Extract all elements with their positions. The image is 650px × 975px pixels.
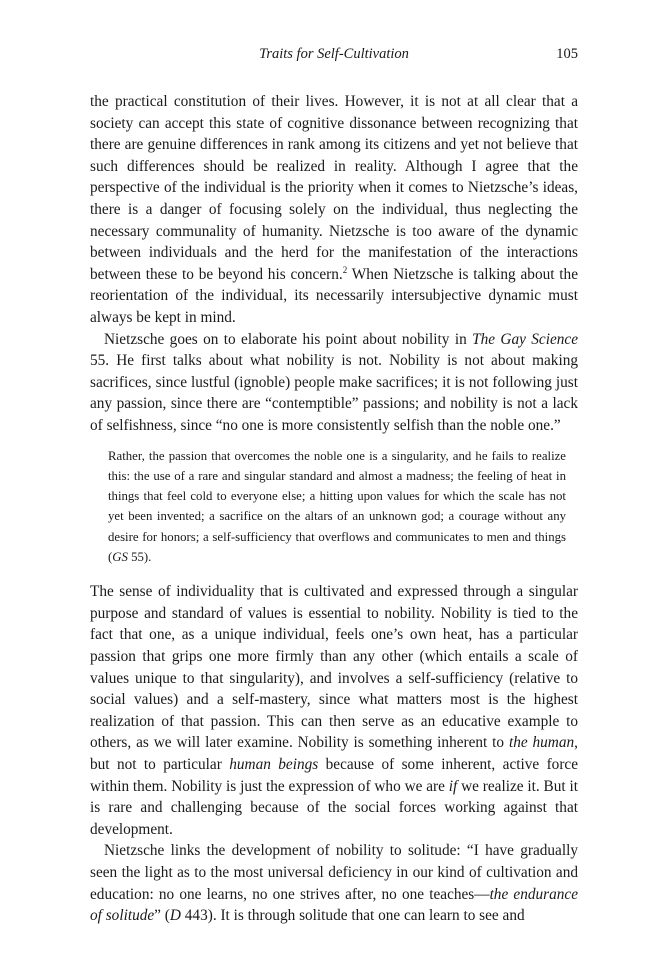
paragraph-4-text-c: 443). It is through solitude that one can learn to see and <box>180 907 525 925</box>
paragraph-3-text-c: because of some inherent, active force within them. Nobility is just the expression of who we are <box>90 756 578 795</box>
block-quote <box>108 446 566 568</box>
emphasis-endurance-of-solitude: the endurance of solitude <box>90 885 579 925</box>
paragraph-3-text-d: we realize it. But it is rare and challenging because of the social forces working against that development. <box>90 777 579 838</box>
running-title: Traits for Self-Cultivation <box>259 46 409 62</box>
paragraph-1-text-b: When Nietzsche is talking about the reorientation of the individual, its necessarily intersubjective dynamic must always be kept in mind. <box>90 265 578 326</box>
running-head <box>90 46 578 66</box>
block-quote-text-a: Rather, the passion that overcomes the noble one is a singularity, and he fails to realize this: the use of a rare and singular standard and almost a madness; the feeling of heat in things that feel cold to everyone else; a hitting upon values for which the scale has not yet been invented; a sacrifice on the altars of an unknown god; a courage without any desire for honors; a self-sufficiency that overflows and communicates to men and things ( <box>108 448 566 564</box>
page-number: 105 <box>556 46 578 62</box>
paragraph-3-text-b: , but not to particular <box>90 734 578 774</box>
footnote-reference[interactable]: 2 <box>342 264 348 275</box>
paragraph-4-text-b: ” ( <box>154 907 170 925</box>
paragraph-2 <box>90 329 578 437</box>
emphasis-if: if <box>448 777 458 795</box>
paragraph-3 <box>90 581 578 840</box>
emphasis-the-human: the human <box>508 734 575 752</box>
paragraph-4-text-a: Nietzsche links the development of nobility to solitude: “I have gradually seen the light as to the most universal deficiency in our kind of cultivation and education: no one learns, no one strives after, no one teaches— <box>90 842 578 903</box>
paragraph-1-text-a: the practical constitution of their lives. However, it is not at all clear that a society can accept this state of cognitive dissonance between recognizing that there are genuine differences in rank among its citizens and yet not believe that such differences should be realized in reality. Although I agree that the perspective of the individual is the priority when it comes to Nietzsche’s ideas, there is a danger of focusing solely on the individual, thus neglecting the necessary communality of humanity. Nietzsche is too aware of the dynamic between individuals and the herd for the manifestation of the interactions between these to be beyond his concern. <box>90 93 578 283</box>
paragraph-3-text-a: The sense of individuality that is cultivated and expressed through a singular purpose and standard of values is essential to nobility. Nobility is tied to the fact that one, as a unique individual, feels one’s own heat, has a particular passion that grips one more firmly than any other (which entails a scale of values unique to that singularity), and involves a self-sufficiency (relative to social values) and a self-mastery, since what matters most is the highest realization of that passion. This can then serve as an educative example to others, as we will later examine. Nobility is something inherent to <box>90 583 578 752</box>
paragraph-1 <box>90 91 578 329</box>
block-quote-citation: GS <box>112 549 128 564</box>
block-quote-text-b: 55). <box>127 549 152 564</box>
paragraph-2-text-a: Nietzsche goes on to elaborate his point about nobility in <box>104 330 473 348</box>
paragraph-2-text-b: 55. He first talks about what nobility is not. Nobility is not about making sacrifices, since lustful (ignoble) people make sacrifices; it is not following just any passion, since there are “contemptible” passions; and nobility is not a lack of selfishness, since “no one is more consistently selfish than the noble one.” <box>90 352 578 434</box>
citation-daybreak: D <box>169 907 181 925</box>
paragraph-4 <box>90 840 578 926</box>
book-title-gay-science: The Gay Science <box>472 330 578 348</box>
emphasis-human-beings: human beings <box>229 756 319 774</box>
body-text <box>90 91 578 927</box>
